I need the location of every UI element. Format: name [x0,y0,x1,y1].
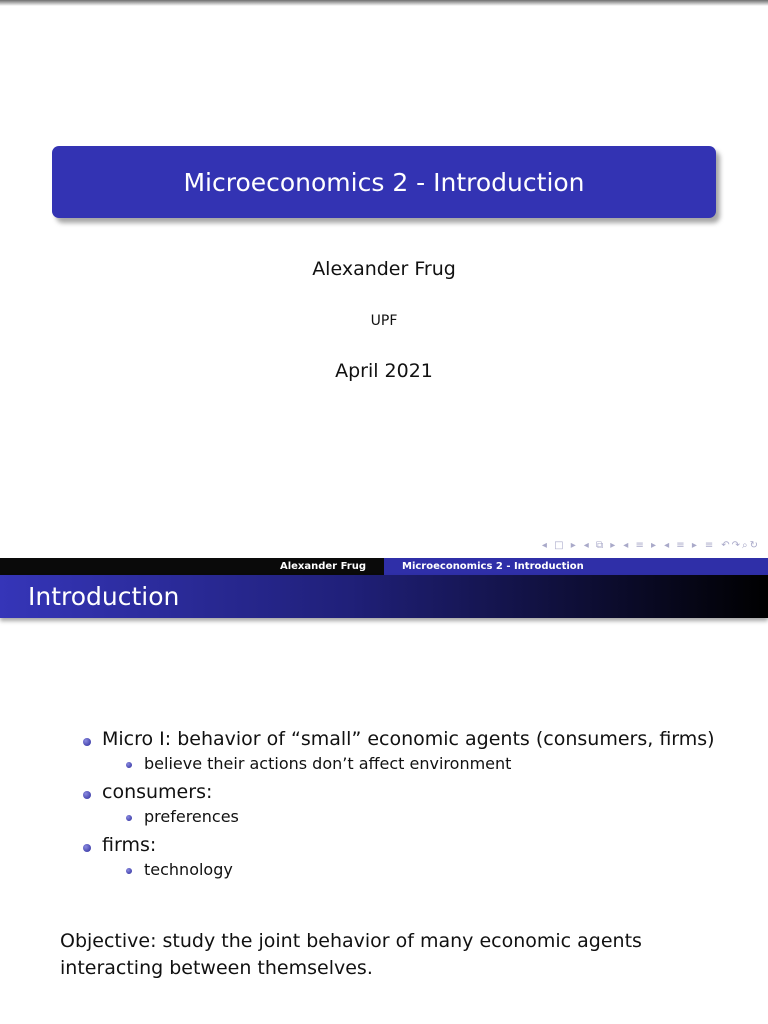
presentation-title-box [52,146,716,218]
bullet-list [82,728,742,887]
frame-title: Introduction [28,582,180,611]
frame-title-bar [0,575,768,618]
presentation-date: April 2021 [335,360,433,382]
institute-name: UPF [370,313,398,329]
bullet-text: firms: [102,834,157,856]
top-edge-shadow [0,0,768,6]
sub-list [126,754,742,773]
nav-search-back-forward-icon[interactable]: ↶↷⌕↻ [721,540,760,551]
sub-list [126,860,742,879]
objective-paragraph: Objective: study the joint behavior of many economic agents interacting between themselves. [60,930,642,979]
nav-document-icon[interactable]: ≡ [704,540,716,551]
list-item [82,834,742,879]
sub-list-item: technology [126,860,742,879]
nav-slide-icon[interactable]: ◂ □ ▸ [541,540,578,551]
nav-subsection-icon[interactable]: ◂ ≡ ▸ [623,540,659,551]
presentation-title: Microeconomics 2 - Introduction [183,167,585,197]
nav-section-icon[interactable]: ◂ ≡ ▸ [664,540,699,551]
beamer-navigation-bar [542,540,760,551]
nav-frame-icon[interactable]: ◂ ⧉ ▸ [583,540,618,551]
footer-author [0,558,384,575]
list-item [82,728,742,773]
footer-title-label: Microeconomics 2 - Introduction [402,561,584,572]
footer-title [384,558,768,575]
sub-list-item: preferences [126,807,742,826]
footer-bar [0,558,768,575]
author-name: Alexander Frug [312,258,456,280]
list-item [82,781,742,826]
sub-list [126,807,742,826]
sub-list-item: believe their actions don’t affect environment [126,754,742,773]
bullet-text: Micro I: behavior of “small” economic agents (consumers, firms) [102,728,715,750]
footer-author-label: Alexander Frug [279,561,366,572]
bullet-text: consumers: [102,781,213,803]
